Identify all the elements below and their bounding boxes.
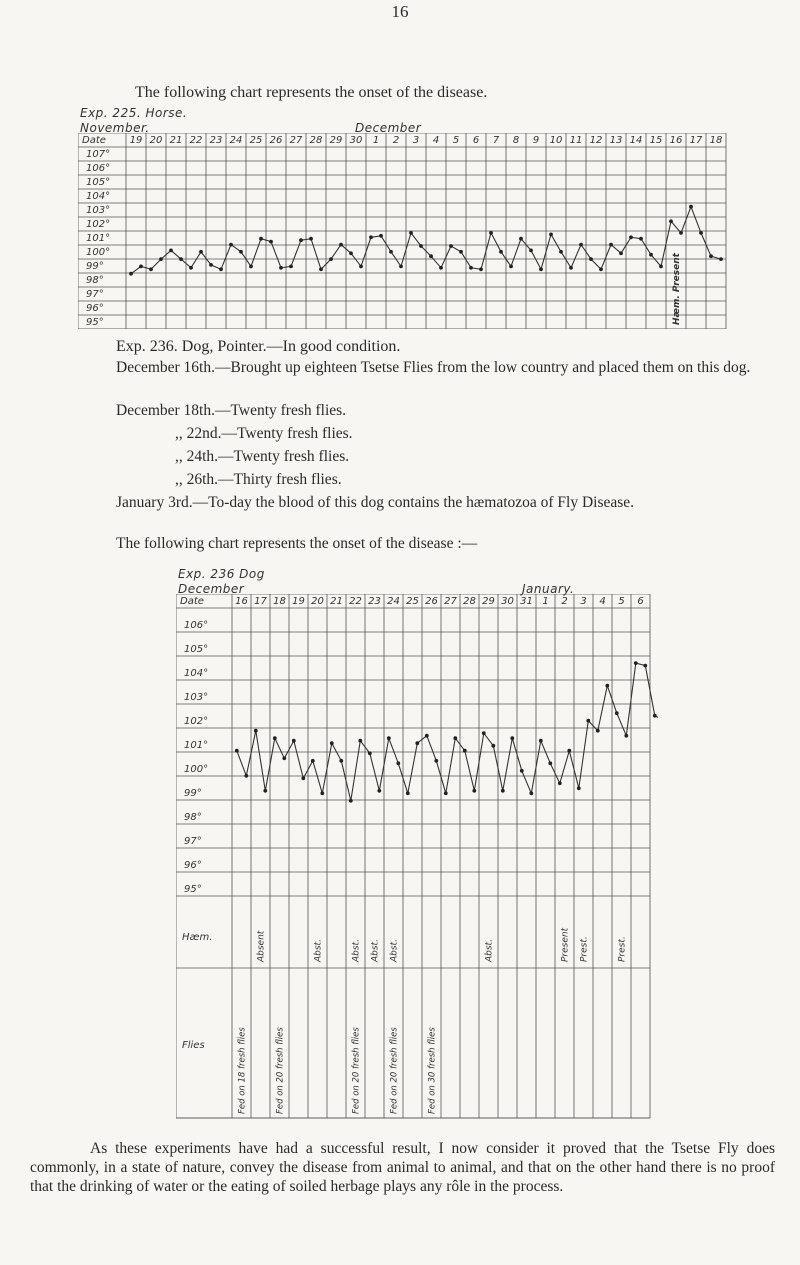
- x-tick-label: 30: [501, 596, 514, 607]
- x-tick-label: 13: [609, 135, 623, 146]
- temperature-point: [689, 205, 693, 209]
- temperature-point: [434, 759, 438, 763]
- temperature-point: [419, 244, 423, 248]
- temperature-point: [548, 761, 552, 765]
- x-tick-label: 18: [273, 596, 286, 607]
- temperature-point: [579, 243, 583, 247]
- temperature-point: [624, 734, 628, 738]
- y-tick-label: 101°: [184, 740, 209, 751]
- temperature-point: [249, 265, 253, 269]
- x-tick-label: 15: [649, 135, 663, 146]
- dog-chart-month-1: December: [178, 582, 245, 596]
- y-tick-label: 96°: [184, 860, 202, 871]
- x-tick-label: 2: [561, 596, 568, 607]
- temperature-point: [649, 253, 653, 257]
- x-tick-label: 21: [169, 135, 183, 146]
- temperature-point: [169, 249, 173, 253]
- temperature-point: [520, 769, 524, 773]
- temperature-point: [273, 736, 277, 740]
- temperature-point: [301, 776, 305, 780]
- x-tick-label: 16: [235, 596, 248, 607]
- dog-chart-month-2: January.: [522, 582, 575, 596]
- x-tick-label: 5: [618, 596, 625, 607]
- temperature-point: [425, 734, 429, 738]
- haem-entry: Abst.: [370, 939, 381, 962]
- temperature-point: [539, 267, 543, 271]
- haem-entry: Abst.: [351, 939, 362, 962]
- x-tick-label: 26: [269, 135, 283, 146]
- x-tick-label: 17: [254, 596, 267, 607]
- y-tick-label: 105°: [86, 177, 111, 188]
- temperature-point: [444, 791, 448, 795]
- temperature-point: [472, 789, 476, 793]
- temperature-point: [359, 265, 363, 269]
- y-tick-label: 100°: [86, 247, 111, 258]
- temperature-point: [459, 250, 463, 254]
- x-tick-label: 23: [209, 135, 223, 146]
- temperature-point: [569, 266, 573, 270]
- temperature-point: [429, 254, 433, 258]
- temperature-point: [339, 759, 343, 763]
- temperature-point: [358, 739, 362, 743]
- temperature-point: [339, 243, 343, 247]
- temperature-point: [558, 781, 562, 785]
- haem-present-label: Hæm. Present: [672, 253, 682, 325]
- temperature-point: [129, 272, 133, 276]
- y-tick-label: 95°: [184, 884, 202, 895]
- temperature-point: [229, 243, 233, 247]
- temperature-point: [439, 266, 443, 270]
- temperature-point: [643, 664, 647, 668]
- flies-entry: Fed on 20 fresh flies: [351, 1027, 362, 1114]
- x-tick-label: 28: [463, 596, 476, 607]
- temperature-point: [567, 749, 571, 753]
- temperature-point: [387, 736, 391, 740]
- x-tick-label: 23: [368, 596, 381, 607]
- temperature-point: [329, 257, 333, 261]
- temperature-point: [699, 231, 703, 235]
- temperature-point: [529, 249, 533, 253]
- x-tick-label: 31: [520, 596, 533, 607]
- y-tick-label: 100°: [184, 764, 209, 775]
- exp236-title: Exp. 236. Dog, Pointer.—In good condition.: [116, 338, 401, 355]
- y-tick-label: 105°: [184, 644, 209, 655]
- temperature-point: [609, 243, 613, 247]
- x-tick-label: 25: [249, 135, 263, 146]
- x-tick-label: 4: [599, 596, 606, 607]
- x-tick-label: 29: [482, 596, 495, 607]
- temperature-point: [320, 791, 324, 795]
- x-tick-label: 17: [689, 135, 703, 146]
- x-tick-label: 3: [412, 135, 420, 146]
- temperature-point: [259, 237, 263, 241]
- temperature-point: [415, 741, 419, 745]
- x-tick-label: 22: [349, 596, 362, 607]
- dog-chart-intro: The following chart represents the onset of the disease :—: [116, 535, 478, 552]
- temperature-point: [549, 233, 553, 237]
- x-tick-label: 1: [542, 596, 549, 607]
- temperature-point: [605, 684, 609, 688]
- temperature-point: [629, 235, 633, 239]
- x-tick-label: 3: [580, 596, 587, 607]
- x-tick-label: 6: [637, 596, 644, 607]
- temperature-point: [219, 267, 223, 271]
- temperature-point: [634, 661, 638, 665]
- temperature-point: [159, 257, 163, 261]
- temperature-point: [669, 219, 673, 223]
- haem-entry: Abst.: [389, 939, 400, 962]
- temperature-point: [529, 791, 533, 795]
- temperature-point: [479, 267, 483, 271]
- temperature-point: [189, 266, 193, 270]
- y-tick-label: 95°: [86, 317, 104, 328]
- temperature-point: [292, 739, 296, 743]
- temperature-point: [501, 789, 505, 793]
- x-tick-label: 27: [444, 596, 457, 607]
- chart-grid: [78, 133, 726, 329]
- temperature-point: [282, 756, 286, 760]
- y-tick-label: 104°: [184, 668, 209, 679]
- y-tick-label: 99°: [86, 261, 104, 272]
- temperature-point: [389, 250, 393, 254]
- exp236-para-dec16: December 16th.—Brought up eighteen Tsetse Flies from the low country and placed them on this dog.: [116, 359, 751, 376]
- x-tick-label: 6: [472, 135, 480, 146]
- x-tick-label: 27: [289, 135, 303, 146]
- flies-row-label: Flies: [182, 1040, 205, 1051]
- haem-entry: Absent: [256, 930, 267, 962]
- temperature-point: [330, 741, 334, 745]
- y-tick-label: 107°: [86, 149, 111, 160]
- temperature-point: [559, 250, 563, 254]
- temperature-point: [510, 736, 514, 740]
- x-tick-label: 8: [512, 135, 520, 146]
- temperature-point: [244, 774, 248, 778]
- x-tick-label: 14: [629, 135, 643, 146]
- temperature-point: [269, 240, 273, 244]
- x-tick-label: 4: [432, 135, 440, 146]
- horse-chart-title: Exp. 225. Horse.: [80, 106, 188, 120]
- closing-paragraph: As these experiments have had a successful result, I now consider it proved that the Tsetse Fly does commonly, in a state of nature, convey the disease from animal to animal, and that on the other hand there is no proof that the drinking of water or the eating of soiled herbage plays any rôle in the process.: [30, 1140, 775, 1195]
- temperature-point: [679, 231, 683, 235]
- y-tick-label: 102°: [184, 716, 209, 727]
- x-tick-label: 12: [589, 135, 603, 146]
- x-tick-label: 21: [330, 596, 343, 607]
- temperature-point: [709, 254, 713, 258]
- temperature-point: [586, 719, 590, 723]
- dog-temperature-chart: [176, 594, 658, 1129]
- x-tick-label: 16: [669, 135, 683, 146]
- x-tick-label: 19: [129, 135, 143, 146]
- haem-entry: Prest.: [579, 936, 590, 962]
- temperature-point: [619, 251, 623, 255]
- page-number: 16: [391, 2, 409, 21]
- temperature-point: [659, 265, 663, 269]
- date-header-label: Date: [82, 135, 106, 146]
- x-tick-label: 20: [149, 135, 163, 146]
- x-tick-label: 18: [709, 135, 723, 146]
- x-tick-label: 28: [309, 135, 323, 146]
- flies-entry: Fed on 18 fresh flies: [237, 1027, 248, 1114]
- y-tick-label: 106°: [86, 163, 111, 174]
- exp236-para-dec22: ,, 22nd.—Twenty fresh flies.: [175, 425, 353, 442]
- y-tick-label: 98°: [184, 812, 202, 823]
- x-tick-label: 10: [549, 135, 563, 146]
- temperature-point: [377, 789, 381, 793]
- temperature-point: [349, 799, 353, 803]
- y-tick-label: 103°: [184, 692, 209, 703]
- x-tick-label: 9: [532, 135, 540, 146]
- y-tick-label: 98°: [86, 275, 104, 286]
- temperature-point: [519, 237, 523, 241]
- x-tick-label: 11: [569, 135, 583, 146]
- temperature-point: [299, 238, 303, 242]
- x-tick-label: 24: [229, 135, 243, 146]
- temperature-point: [149, 267, 153, 271]
- temperature-point: [254, 729, 258, 733]
- y-tick-label: 97°: [86, 289, 104, 300]
- x-tick-label: 5: [452, 135, 460, 146]
- y-tick-label: 104°: [86, 191, 111, 202]
- temperature-point: [596, 729, 600, 733]
- x-tick-label: 30: [349, 135, 363, 146]
- temperature-point: [399, 265, 403, 269]
- x-tick-label: 1: [372, 135, 380, 146]
- haem-entry: Prest.: [617, 936, 628, 962]
- x-tick-label: 7: [492, 135, 500, 146]
- flies-entry: Fed on 20 fresh flies: [389, 1027, 400, 1114]
- temperature-point: [639, 237, 643, 241]
- temperature-point: [199, 250, 203, 254]
- y-tick-label: 99°: [184, 788, 202, 799]
- temperature-point: [489, 231, 493, 235]
- temperature-point: [539, 739, 543, 743]
- horse-chart-intro: The following chart represents the onset of the disease.: [135, 84, 488, 101]
- y-tick-label: 102°: [86, 219, 111, 230]
- temperature-point: [653, 714, 657, 718]
- temperature-point: [235, 749, 239, 753]
- x-tick-label: 19: [292, 596, 305, 607]
- temperature-point: [309, 237, 313, 241]
- temperature-point: [577, 786, 581, 790]
- temperature-point: [406, 791, 410, 795]
- temperature-point: [482, 731, 486, 735]
- x-tick-label: 29: [329, 135, 343, 146]
- x-tick-label: 2: [392, 135, 400, 146]
- flies-entry: Fed on 20 fresh flies: [275, 1027, 286, 1114]
- temperature-point: [615, 711, 619, 715]
- temperature-point: [599, 267, 603, 271]
- haem-row-label: Hæm.: [182, 932, 213, 943]
- temperature-point: [239, 250, 243, 254]
- temperature-point: [349, 251, 353, 255]
- exp236-para-dec24: ,, 24th.—Twenty fresh flies.: [175, 448, 350, 465]
- temperature-point: [396, 761, 400, 765]
- haem-entry: Abst.: [313, 939, 324, 962]
- temperature-point: [279, 266, 283, 270]
- y-tick-label: 96°: [86, 303, 104, 314]
- y-tick-label: 97°: [184, 836, 202, 847]
- flies-entry: Fed on 30 fresh flies: [427, 1027, 438, 1114]
- temperature-line: [237, 663, 658, 801]
- haem-entry: Present: [560, 927, 571, 962]
- exp236-para-dec18: December 18th.—Twenty fresh flies.: [116, 402, 347, 419]
- x-tick-label: 24: [387, 596, 400, 607]
- haem-entry: Abst.: [484, 939, 495, 962]
- temperature-point: [409, 231, 413, 235]
- x-tick-label: 26: [425, 596, 438, 607]
- horse-chart-month-2: December: [355, 121, 422, 135]
- temperature-point: [379, 234, 383, 238]
- y-tick-label: 106°: [184, 620, 209, 631]
- y-tick-label: 101°: [86, 233, 111, 244]
- dog-chart-title: Exp. 236 Dog: [178, 567, 265, 581]
- temperature-point: [311, 759, 315, 763]
- temperature-point: [449, 244, 453, 248]
- temperature-point: [453, 736, 457, 740]
- temperature-point: [719, 257, 723, 261]
- temperature-point: [209, 263, 213, 267]
- temperature-point: [319, 267, 323, 271]
- temperature-point: [469, 266, 473, 270]
- x-tick-label: 20: [311, 596, 324, 607]
- exp236-para-dec26: ,, 26th.—Thirty fresh flies.: [175, 471, 342, 488]
- temperature-point: [463, 749, 467, 753]
- x-tick-label: 22: [189, 135, 203, 146]
- temperature-point: [289, 265, 293, 269]
- horse-temperature-chart: [78, 133, 728, 329]
- temperature-point: [179, 257, 183, 261]
- temperature-point: [369, 235, 373, 239]
- temperature-point: [589, 257, 593, 261]
- horse-chart-month-1: November.: [80, 121, 150, 135]
- temperature-point: [368, 751, 372, 755]
- x-tick-label: 25: [406, 596, 419, 607]
- date-header-label: Date: [180, 596, 204, 607]
- y-tick-label: 103°: [86, 205, 111, 216]
- temperature-point: [509, 265, 513, 269]
- temperature-point: [491, 744, 495, 748]
- temperature-point: [263, 789, 267, 793]
- temperature-point: [499, 250, 503, 254]
- exp236-para-jan3: January 3rd.—To-day the blood of this dog contains the hæmatozoa of Fly Disease.: [116, 494, 635, 511]
- temperature-point: [139, 265, 143, 269]
